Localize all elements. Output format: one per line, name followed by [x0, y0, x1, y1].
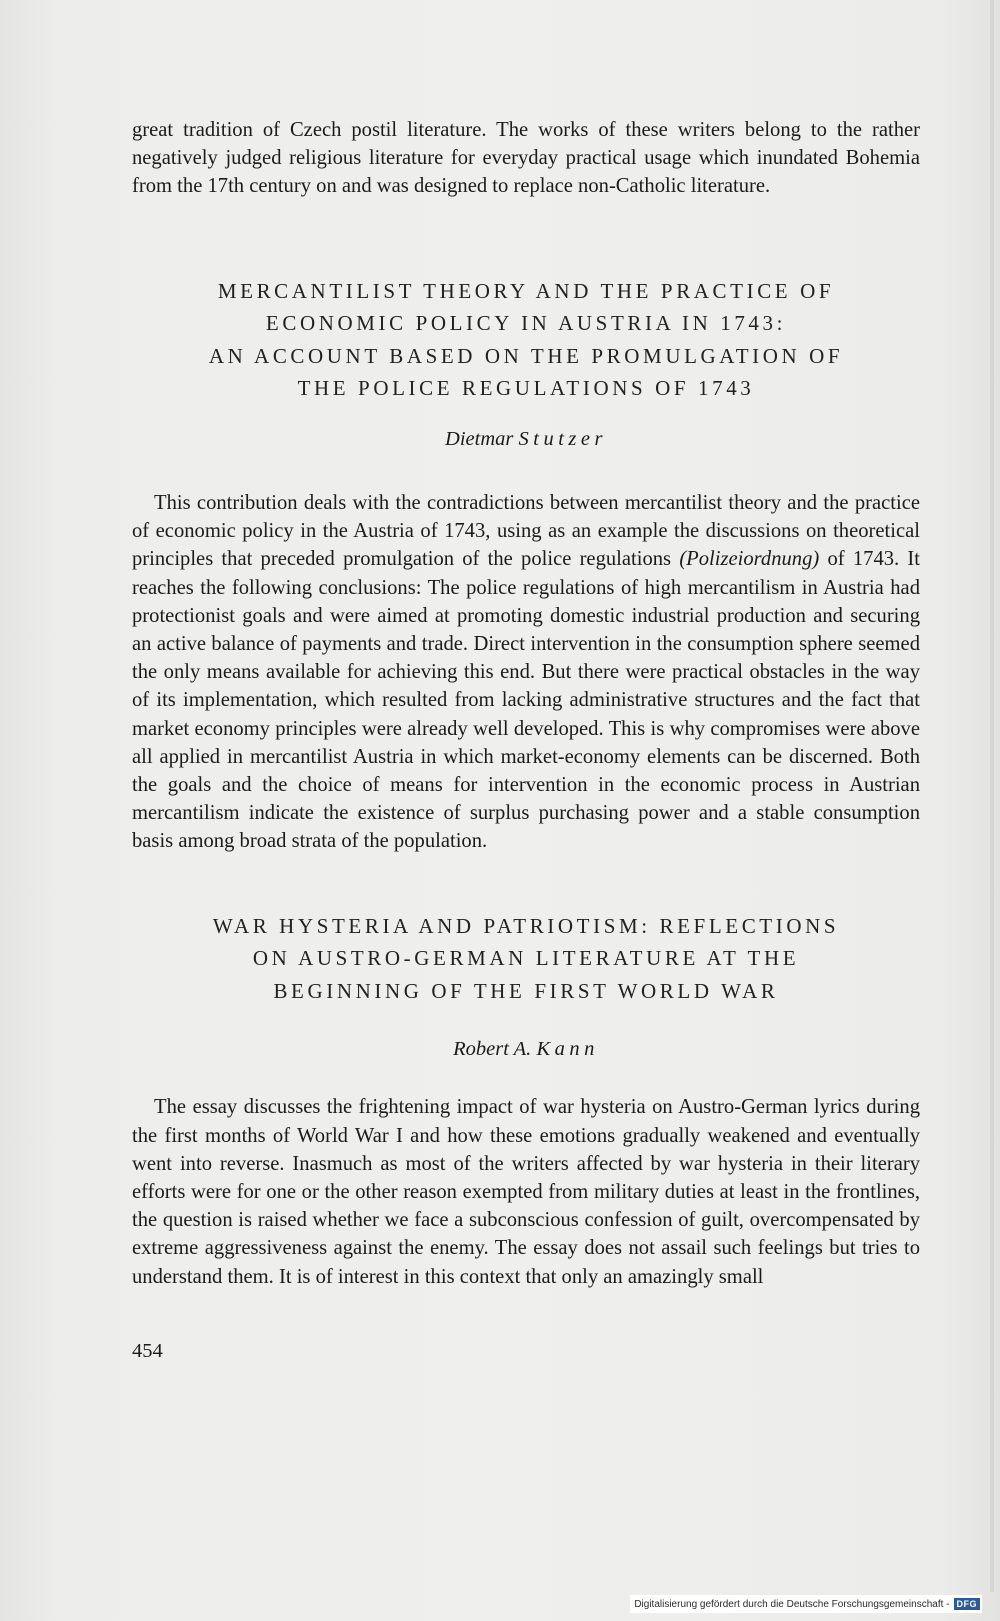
page-content — [132, 116, 920, 1365]
article-1-title-line: AN ACCOUNT BASED ON THE PROMULGATION OF — [208, 343, 844, 368]
article-2-title-line: WAR HYSTERIA AND PATRIOTISM: REFLECTIONS — [212, 913, 840, 938]
article-2-title-line: BEGINNING OF THE FIRST WORLD WAR — [273, 978, 779, 1003]
dfg-logo-icon: DFG — [954, 1598, 981, 1610]
article-1-author-last: Stutzer — [518, 427, 607, 450]
page-edge-shadow — [990, 0, 994, 1592]
article-1-abstract — [132, 489, 920, 856]
article-2-author-first: Robert A. — [453, 1038, 532, 1061]
article-1-title-line: ECONOMIC POLICY IN AUSTRIA IN 1743: — [265, 311, 787, 336]
article-1-title-line: MERCANTILIST THEORY AND THE PRACTICE OF — [217, 278, 835, 303]
intro-paragraph: great tradition of Czech postil literature. The works of these writers belong to the rather negatively judged religious literature for everyday practical usage which inundated Bohemia from the 17th century on and was designed to replace non-Catholic literature. — [132, 119, 920, 198]
article-1-author-first: Dietmar — [445, 427, 514, 450]
article-1-title-line: THE POLICE REGULATIONS OF 1743 — [297, 376, 755, 401]
article-1-abstract-part-2: of 1743. It reaches the following conclusions: The police regulations of high mercantilism in Austria had protectionist goals and were aimed at promoting domestic industrial production and securing an active balance of payments and trade. Direct intervention in the consumption sphere seemed the only means available for achieving this end. But there were practical obstacles in the way of its implementation, which resulted from lacking administrative structures and the fact that market economy principles were already well developed. This is why compromises were above all applied in mercantilist Austria in which market-economy elements can be discerned. Both the goals and the choice of means for intervention in the economic process in Austrian mercantilism indicate the existence of surplus purchasing power and a stable consumption basis among broad strata of the population. — [132, 548, 921, 853]
footer-credit-text: Digitalisierung gefördert durch die Deutsche Forschungsgemeinschaft - — [634, 1598, 950, 1610]
article-1-abstract-italic-term: (Polizeiordnung) — [679, 548, 820, 571]
article-1-abstract-part-1: This contribution deals with the contradictions between mercantilist theory and the practice of economic policy in the Austria of 1743, using as an example the discussions on theoretical principles that preceded promulgation of the police regulations — [132, 491, 920, 571]
article-2-title — [132, 910, 920, 1008]
article-2-abstract: The essay discusses the frightening impact of war hysteria on Austro-German lyrics during the first months of World War I and how these emotions gradually weakened and eventually went into reverse. Inasmuch as most of the writers affected by war hysteria in their literary efforts were for one or the other reason exempted from military duties at least in the frontlines, the question is raised whether we face a subconscious confession of guilt, overcompensated by extreme aggressiveness against the enemy. The essay does not assail such feelings but tries to understand them. It is of interest in this context that only an amazingly small — [132, 1096, 920, 1288]
digitization-footer — [630, 1595, 982, 1613]
article-2-author-last: Kann — [536, 1038, 599, 1061]
article-2-title-line: ON AUSTRO-GERMAN LITERATURE AT THE — [252, 946, 800, 971]
article-1-title — [132, 275, 920, 405]
article-1-author — [132, 425, 920, 453]
article-2-author — [132, 1035, 920, 1063]
page-number: 454 — [132, 1339, 163, 1362]
